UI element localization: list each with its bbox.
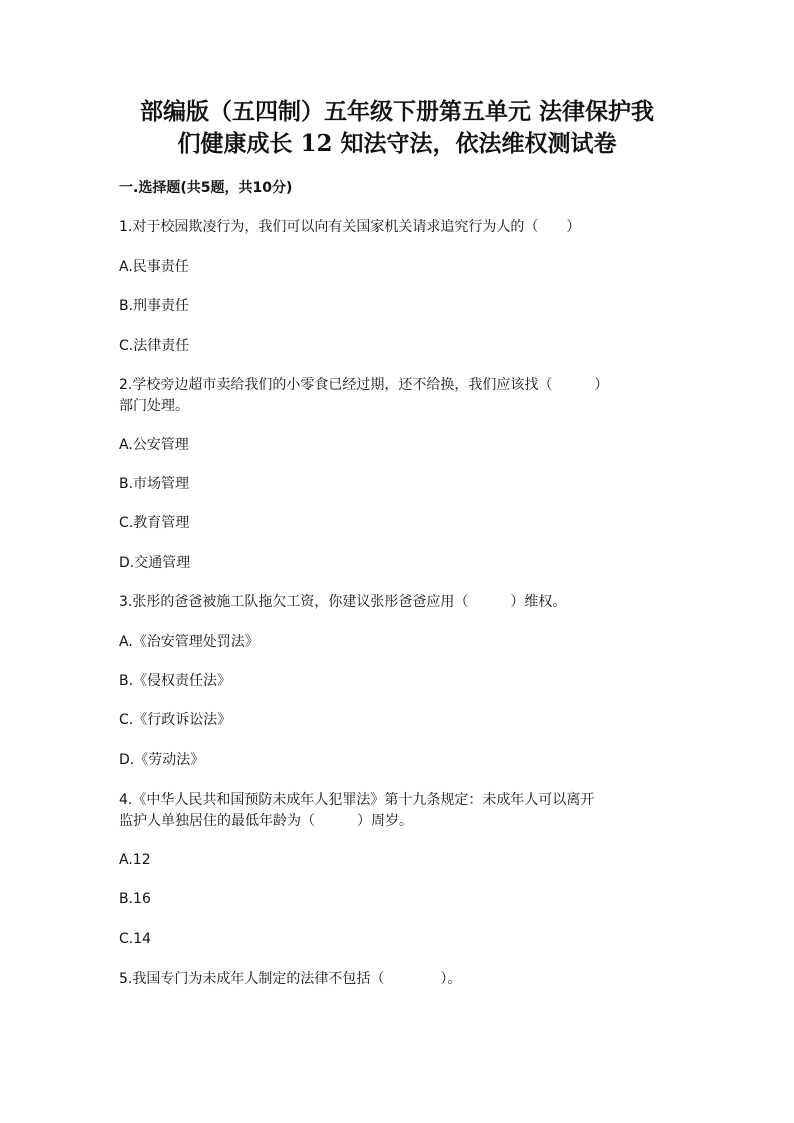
question-3-option-b: B.《侵权责任法》: [119, 673, 232, 689]
question-2-option-c: C.教育管理: [119, 515, 190, 531]
question-2-option-b: B.市场管理: [119, 476, 190, 492]
question-2-option-d: D.交通管理: [119, 555, 191, 571]
question-2-text-line-1: 2.学校旁边超市卖给我们的小零食已经过期，还不给换，我们应该找（ ）: [119, 377, 609, 393]
question-4-option-b: B.16: [119, 891, 151, 907]
document-title-line-1: 部编版（五四制）五年级下册第五单元 法律保护我: [139, 98, 654, 125]
question-1-option-a: A.民事责任: [119, 259, 189, 275]
section-heading: 一.选择题(共5题，共10分): [119, 180, 293, 196]
question-1-option-b: B.刑事责任: [119, 298, 190, 314]
question-4-text-line-2: 监护人单独居住的最低年龄为（ ）周岁。: [119, 813, 413, 829]
question-3-option-d: D.《劳动法》: [119, 752, 205, 768]
question-4-option-a: A.12: [119, 852, 151, 868]
question-3-text: 3.张彤的爸爸被施工队拖欠工资，你建议张彤爸爸应用（ ）维权。: [119, 594, 567, 610]
question-4-text-line-1: 4.《中华人民共和国预防未成年人犯罪法》第十九条规定：未成年人可以离开: [119, 792, 595, 808]
question-1-option-c: C.法律责任: [119, 338, 190, 354]
document-title-line-2: 们健康成长 12 知法守法，依法维权测试卷: [177, 130, 617, 157]
question-5-text: 5.我国专门为未成年人制定的法律不包括（ ）。: [119, 971, 462, 987]
question-1-text: 1.对于校园欺凌行为，我们可以向有关国家机关请求追究行为人的（ ）: [119, 219, 581, 235]
question-4-option-c: C.14: [119, 931, 152, 947]
question-3-option-a: A.《治安管理处罚法》: [119, 634, 259, 650]
question-2-option-a: A.公安管理: [119, 437, 189, 453]
question-2-text-line-2: 部门处理。: [119, 398, 189, 414]
question-3-option-c: C.《行政诉讼法》: [119, 712, 232, 728]
